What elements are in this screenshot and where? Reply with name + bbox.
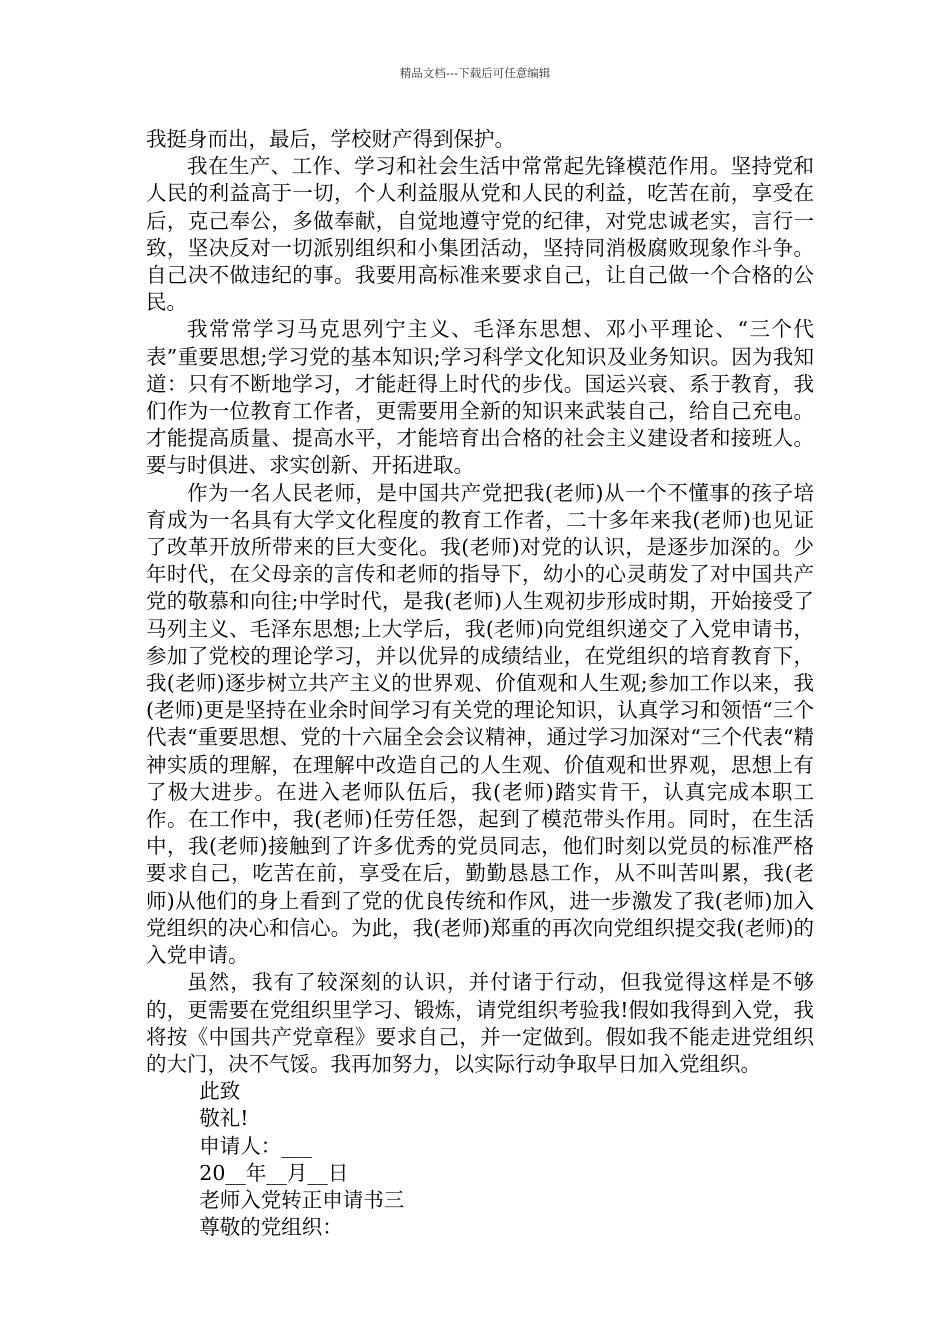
document-body bbox=[146, 126, 814, 1241]
next-section-title: 老师入党转正申请书三 bbox=[199, 1187, 405, 1212]
closing-salutation: 此致 bbox=[199, 1079, 241, 1104]
date-line: 20__年__月__日 bbox=[199, 1160, 349, 1185]
next-section-greeting: 尊敬的党组织： bbox=[199, 1215, 343, 1240]
applicant-line: 申请人：___ bbox=[199, 1133, 313, 1158]
paragraph-vanguard: 我在生产、工作、学习和社会生活中常常起先锋模范作用。坚持党和人民的利益高于一切，个人利益服从党和人民的利益，吃苦在前，享受在后，克己奉公，多做奉献，自觉地遵守党的纪律，对党忠诚老实，言行一致，坚决反对一切派别组织和小集团活动，坚持同消极腐败现象作斗争。自己决不做违纪的事。我要用高标准来要求自己，让自己做一个合格的公民。 bbox=[146, 154, 814, 315]
paragraph-study: 我常常学习马克思列宁主义、毛泽东思想、邓小平理论、“三个代表”重要思想;学习党的基本知识;学习科学文化知识及业务知识。因为我知道：只有不断地学习，才能赶得上时代的步伐。国运兴衰、系于教育，我们作为一位教育工作者，更需要用全新的知识来武装自己，给自己充电。才能提高质量、提高水平，才能培育出合格的社会主义建设者和接班人。要与时俱进、求实创新、开拓进取。 bbox=[146, 317, 814, 478]
closing-regards: 敬礼! bbox=[199, 1106, 249, 1131]
paragraph-resolve: 虽然，我有了较深刻的认识，并付诸于行动，但我觉得这样是不够的，更需要在党组织里学习、锻炼，请党组织考验我!假如我得到入党，我将按《中国共产党章程》要求自己，并一定做到。假如我不能走进党组织的大门，决不气馁。我再加努力，以实际行动争取早日加入党组织。 bbox=[146, 970, 814, 1076]
paragraph-history: 作为一名人民老师，是中国共产党把我(老师)从一个不懂事的孩子培育成为一名具有大学文化程度的教育工作者，二十多年来我(老师)也见证了改革开放所带来的巨大变化。我(老师)对党的认识，是逐步加深的。少年时代，在父母亲的言传和老师的指导下，幼小的心灵萌发了对中国共产党的敬慕和向往;中学时代，是我(老师)人生观初步形成时期，开始接受了马列主义、毛泽东思想;上大学后，我(老师)向党组织递交了入党申请书，参加了党校的理论学习，并以优异的成绩结业，在党组织的培育教育下，我(老师)逐步树立共产主义的世界观、价值观和人生观;参加工作以来，我(老师)更是坚持在业余时间学习有关党的理论知识，认真学习和领悟“三个代表“重要思想、党的十六届全会会议精神，通过学习加深对“三个代表“精神实质的理解，在理解中改造自己的人生观、价值观和世界观，思想上有了极大进步。在进入老师队伍后，我(老师)踏实肯干，认真完成本职工作。在工作中，我(老师)任劳任怨，起到了模范带头作用。同时，在生活中，我(老师)接触到了许多优秀的党员同志，他们时刻以党员的标准严格要求自己，吃苦在前，享受在后，勤勤恳恳工作，从不叫苦叫累，我(老师)从他们的身上看到了党的优良传统和作风，进一步激发了我(老师)加入党组织的决心和信心。为此，我(老师)郑重的再次向党组织提交我(老师)的入党申请。 bbox=[146, 480, 814, 968]
page-header: 精品文档---下载后可任意编辑 bbox=[399, 66, 551, 80]
paragraph-continuation: 我挺身而出，最后，学校财产得到保护。 bbox=[146, 127, 515, 151]
